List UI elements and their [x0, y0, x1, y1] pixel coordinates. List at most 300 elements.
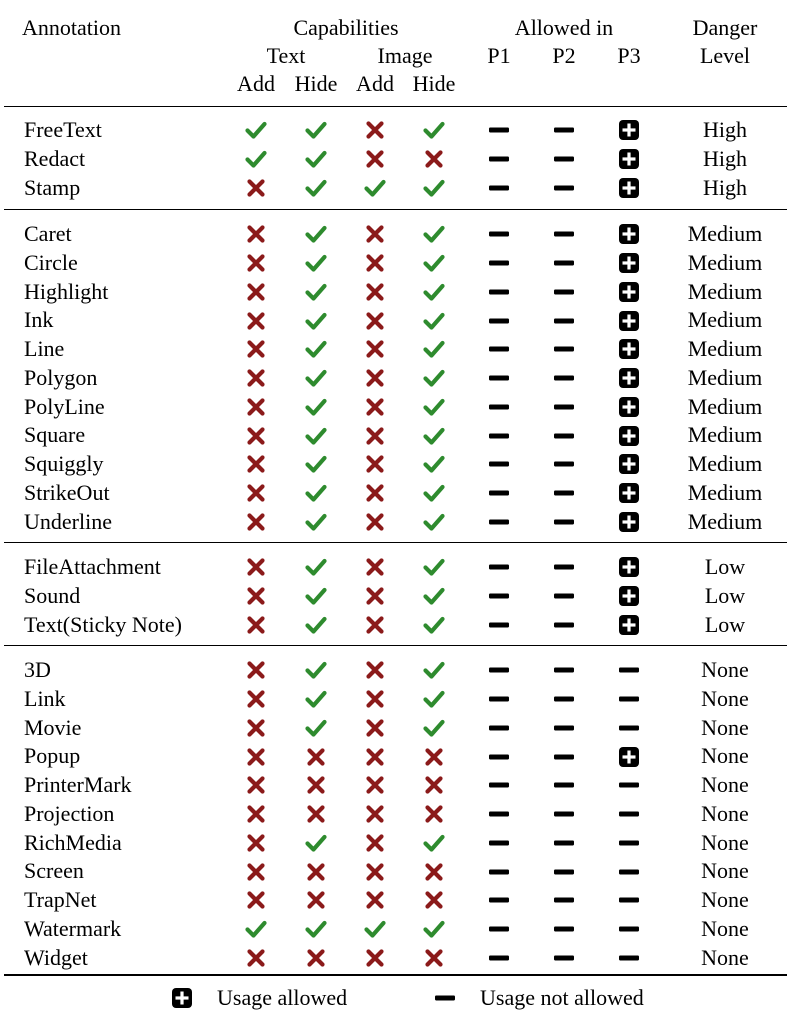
plus-box-icon: [618, 364, 640, 393]
danger-level: Medium: [687, 221, 763, 246]
check-icon: [305, 364, 327, 393]
cross-icon: [364, 306, 386, 335]
cross-icon: [245, 714, 267, 743]
minus-icon: [488, 220, 510, 249]
minus-icon: [488, 582, 510, 611]
cross-icon: [364, 450, 386, 479]
cross-icon: [245, 771, 267, 800]
minus-icon: [553, 116, 575, 145]
minus-icon: [488, 335, 510, 364]
legend-allowed: [171, 984, 347, 1012]
cross-icon: [364, 393, 386, 422]
plus-box-icon: [618, 174, 640, 203]
table-row: [0, 479, 791, 508]
minus-icon: [553, 656, 575, 685]
annotation-name: FileAttachment: [24, 554, 161, 579]
plus-box-icon: [618, 742, 640, 771]
table-row: [0, 944, 791, 973]
check-icon: [423, 915, 445, 944]
cross-icon: [364, 685, 386, 714]
minus-icon: [553, 714, 575, 743]
annotation-name: Ink: [24, 307, 54, 333]
danger-level: None: [701, 743, 749, 769]
annotation-name: Movie: [24, 714, 82, 740]
minus-icon: [488, 886, 510, 915]
cross-icon: [423, 800, 445, 829]
check-icon: [305, 915, 327, 944]
table-row: [0, 582, 791, 611]
annotation-name: Circle: [24, 249, 78, 275]
danger-level: None: [701, 944, 749, 970]
header-image: Image: [377, 43, 433, 68]
danger-level: Medium: [687, 393, 763, 419]
minus-icon: [553, 278, 575, 307]
cross-icon: [245, 742, 267, 771]
minus-icon: [553, 857, 575, 886]
annotation-name: Popup: [24, 743, 81, 769]
plus-box-icon: [618, 611, 640, 640]
cross-icon: [245, 479, 267, 508]
plus-box-icon: [171, 987, 193, 1009]
annotation-name: FreeText: [24, 117, 102, 142]
cross-icon: [245, 857, 267, 886]
minus-icon: [618, 656, 640, 685]
minus-icon: [553, 553, 575, 582]
minus-icon: [553, 421, 575, 450]
danger-level: Medium: [687, 278, 763, 304]
minus-icon: [488, 306, 510, 335]
minus-icon: [488, 364, 510, 393]
cross-icon: [245, 611, 267, 640]
annotation-name: Sound: [24, 582, 81, 608]
plus-box-icon: [618, 335, 640, 364]
plus-box-icon: [618, 479, 640, 508]
cross-icon: [364, 944, 386, 973]
minus-icon: [488, 714, 510, 743]
cross-icon: [364, 742, 386, 771]
cross-icon: [364, 857, 386, 886]
plus-box-icon: [618, 582, 640, 611]
table-row: [0, 915, 791, 944]
header-image-hide: Hide: [412, 71, 456, 96]
minus-icon: [488, 771, 510, 800]
danger-level: Medium: [687, 249, 763, 275]
table-row: [0, 306, 791, 335]
cross-icon: [305, 944, 327, 973]
minus-icon: [553, 220, 575, 249]
cross-icon: [364, 220, 386, 249]
cross-icon: [245, 656, 267, 685]
header-p3: P3: [617, 43, 641, 68]
cross-icon: [364, 145, 386, 174]
check-icon: [423, 685, 445, 714]
minus-icon: [488, 278, 510, 307]
minus-icon: [618, 886, 640, 915]
cross-icon: [245, 278, 267, 307]
header-allowed-in: Allowed in: [514, 15, 614, 40]
minus-icon: [553, 685, 575, 714]
minus-icon: [553, 479, 575, 508]
check-icon: [305, 479, 327, 508]
annotation-name: Line: [24, 336, 65, 361]
minus-icon: [618, 915, 640, 944]
cross-icon: [305, 886, 327, 915]
rule-header: [4, 106, 787, 107]
plus-box-icon: [618, 145, 640, 174]
rule-bottom: [4, 974, 787, 976]
table-row: [0, 278, 791, 307]
danger-level: None: [701, 772, 749, 797]
header-danger: Danger: [692, 15, 758, 40]
check-icon: [305, 421, 327, 450]
annotation-name: Squiggly: [24, 451, 104, 476]
cross-icon: [364, 714, 386, 743]
check-icon: [423, 174, 445, 203]
cross-icon: [364, 479, 386, 508]
danger-level: High: [703, 145, 747, 171]
rule-group-separator: [4, 645, 787, 646]
table-row: [0, 421, 791, 450]
cross-icon: [364, 508, 386, 537]
cross-icon: [245, 174, 267, 203]
minus-icon: [488, 685, 510, 714]
check-icon: [423, 656, 445, 685]
danger-level: Medium: [687, 364, 763, 390]
cross-icon: [245, 944, 267, 973]
table-row: [0, 220, 791, 249]
check-icon: [423, 249, 445, 278]
check-icon: [305, 306, 327, 335]
check-icon: [423, 508, 445, 537]
check-icon: [305, 174, 327, 203]
minus-icon: [488, 656, 510, 685]
cross-icon: [364, 656, 386, 685]
cross-icon: [305, 800, 327, 829]
check-icon: [245, 116, 267, 145]
table-row: [0, 335, 791, 364]
legend-not-allowed-label: Usage not allowed: [480, 985, 644, 1010]
danger-level: Medium: [687, 508, 763, 534]
check-icon: [305, 829, 327, 858]
cross-icon: [364, 800, 386, 829]
check-icon: [305, 393, 327, 422]
minus-icon: [488, 553, 510, 582]
minus-icon: [553, 249, 575, 278]
minus-icon: [553, 364, 575, 393]
cross-icon: [245, 249, 267, 278]
cross-icon: [364, 249, 386, 278]
check-icon: [245, 145, 267, 174]
cross-icon: [423, 742, 445, 771]
minus-icon: [488, 174, 510, 203]
cross-icon: [364, 611, 386, 640]
cross-icon: [245, 685, 267, 714]
plus-box-icon: [618, 116, 640, 145]
annotation-name: StrikeOut: [24, 479, 110, 505]
danger-level: High: [703, 174, 747, 200]
danger-level: Medium: [687, 451, 763, 476]
annotation-name: Link: [24, 685, 66, 711]
minus-icon: [488, 116, 510, 145]
danger-level: None: [701, 829, 749, 855]
minus-icon: [618, 857, 640, 886]
minus-icon: [553, 742, 575, 771]
legend-not-allowed: [434, 984, 644, 1012]
cross-icon: [305, 742, 327, 771]
minus-icon: [488, 800, 510, 829]
cross-icon: [423, 944, 445, 973]
plus-box-icon: [618, 278, 640, 307]
annotation-name: Text(Sticky Note): [24, 611, 182, 637]
cross-icon: [423, 857, 445, 886]
check-icon: [305, 116, 327, 145]
cross-icon: [364, 829, 386, 858]
cross-icon: [245, 306, 267, 335]
annotation-name: TrapNet: [24, 887, 97, 912]
table-row: [0, 508, 791, 537]
check-icon: [305, 278, 327, 307]
minus-icon: [553, 582, 575, 611]
cross-icon: [245, 450, 267, 479]
check-icon: [364, 174, 386, 203]
check-icon: [305, 508, 327, 537]
table-row: [0, 857, 791, 886]
danger-level: Medium: [687, 336, 763, 361]
check-icon: [423, 582, 445, 611]
danger-level: Medium: [687, 307, 763, 333]
table-row: [0, 393, 791, 422]
plus-box-icon: [618, 249, 640, 278]
danger-level: None: [701, 714, 749, 740]
minus-icon: [488, 944, 510, 973]
check-icon: [305, 249, 327, 278]
danger-level: Low: [704, 554, 746, 579]
check-icon: [423, 714, 445, 743]
plus-box-icon: [618, 450, 640, 479]
table-row: [0, 829, 791, 858]
annotation-name: Watermark: [24, 915, 122, 941]
danger-level: None: [701, 800, 749, 826]
minus-icon: [553, 306, 575, 335]
table-row: [0, 249, 791, 278]
minus-icon: [488, 742, 510, 771]
header-text-hide: Hide: [294, 71, 338, 96]
cross-icon: [305, 857, 327, 886]
cross-icon: [245, 364, 267, 393]
minus-icon: [488, 829, 510, 858]
table-row: [0, 174, 791, 203]
minus-icon: [553, 800, 575, 829]
cross-icon: [364, 335, 386, 364]
header-annotation: Annotation: [22, 15, 121, 40]
cross-icon: [245, 553, 267, 582]
danger-level: None: [701, 858, 749, 884]
check-icon: [423, 364, 445, 393]
table-row: [0, 145, 791, 174]
check-icon: [423, 220, 445, 249]
cross-icon: [245, 829, 267, 858]
minus-icon: [553, 335, 575, 364]
header-text-add: Add: [237, 71, 275, 96]
annotation-name: Redact: [24, 145, 86, 171]
check-icon: [305, 611, 327, 640]
plus-box-icon: [618, 220, 640, 249]
minus-icon: [553, 944, 575, 973]
danger-level: None: [701, 657, 749, 682]
check-icon: [423, 829, 445, 858]
table-row: [0, 800, 791, 829]
minus-icon: [618, 685, 640, 714]
check-icon: [245, 915, 267, 944]
check-icon: [423, 611, 445, 640]
minus-icon: [553, 450, 575, 479]
table-row: [0, 714, 791, 743]
minus-icon: [618, 944, 640, 973]
check-icon: [423, 479, 445, 508]
table-row: [0, 656, 791, 685]
check-icon: [305, 714, 327, 743]
header-level: Level: [699, 43, 751, 68]
check-icon: [305, 553, 327, 582]
minus-icon: [553, 393, 575, 422]
minus-icon: [553, 771, 575, 800]
annotation-name: Projection: [24, 800, 115, 826]
minus-icon: [618, 771, 640, 800]
annotation-name: PolyLine: [24, 393, 105, 419]
table-row: [0, 116, 791, 145]
minus-icon: [488, 508, 510, 537]
cross-icon: [364, 886, 386, 915]
minus-icon: [488, 479, 510, 508]
minus-icon: [488, 145, 510, 174]
danger-level: Low: [704, 582, 746, 608]
cross-icon: [305, 771, 327, 800]
minus-icon: [553, 886, 575, 915]
header-image-add: Add: [356, 71, 394, 96]
cross-icon: [364, 553, 386, 582]
check-icon: [305, 220, 327, 249]
check-icon: [305, 582, 327, 611]
minus-icon: [553, 611, 575, 640]
check-icon: [423, 306, 445, 335]
danger-level: None: [701, 915, 749, 941]
rule-group-separator: [4, 542, 787, 543]
annotation-name: Widget: [24, 944, 88, 970]
annotation-name: 3D: [24, 657, 51, 682]
cross-icon: [364, 278, 386, 307]
table-row: [0, 771, 791, 800]
cross-icon: [245, 393, 267, 422]
cross-icon: [364, 364, 386, 393]
annotation-name: Underline: [24, 508, 112, 534]
plus-box-icon: [618, 421, 640, 450]
minus-icon: [618, 829, 640, 858]
minus-icon: [553, 508, 575, 537]
table-row: [0, 742, 791, 771]
plus-box-icon: [618, 508, 640, 537]
cross-icon: [245, 800, 267, 829]
annotation-name: Polygon: [24, 364, 98, 390]
cross-icon: [423, 145, 445, 174]
table-row: [0, 886, 791, 915]
minus-icon: [488, 450, 510, 479]
cross-icon: [423, 886, 445, 915]
danger-level: Low: [704, 611, 746, 637]
check-icon: [305, 145, 327, 174]
cross-icon: [245, 508, 267, 537]
minus-icon: [553, 174, 575, 203]
danger-level: High: [703, 117, 747, 142]
minus-icon: [553, 915, 575, 944]
minus-icon: [488, 611, 510, 640]
annotation-name: RichMedia: [24, 829, 122, 855]
cross-icon: [364, 582, 386, 611]
header-text: Text: [266, 43, 306, 68]
danger-level: None: [701, 887, 749, 912]
check-icon: [423, 393, 445, 422]
minus-icon: [553, 829, 575, 858]
cross-icon: [364, 421, 386, 450]
cross-icon: [423, 771, 445, 800]
annotation-name: Square: [24, 422, 86, 448]
minus-icon: [618, 800, 640, 829]
check-icon: [423, 450, 445, 479]
annotation-name: Stamp: [24, 174, 81, 200]
plus-box-icon: [618, 306, 640, 335]
cross-icon: [245, 335, 267, 364]
danger-level: Medium: [687, 479, 763, 505]
header-p1: P1: [487, 43, 511, 68]
check-icon: [423, 278, 445, 307]
minus-icon: [488, 249, 510, 278]
table-row: [0, 611, 791, 640]
annotation-name: Caret: [24, 221, 72, 246]
table-row: [0, 364, 791, 393]
plus-box-icon: [618, 553, 640, 582]
table-row: [0, 553, 791, 582]
cross-icon: [245, 220, 267, 249]
cross-icon: [245, 886, 267, 915]
minus-icon: [488, 857, 510, 886]
cross-icon: [364, 771, 386, 800]
check-icon: [423, 116, 445, 145]
annotation-name: Screen: [24, 858, 84, 884]
check-icon: [305, 656, 327, 685]
annotation-name: Highlight: [24, 278, 109, 304]
cross-icon: [245, 421, 267, 450]
minus-icon: [488, 393, 510, 422]
check-icon: [305, 335, 327, 364]
minus-icon: [618, 714, 640, 743]
check-icon: [305, 450, 327, 479]
minus-icon: [488, 421, 510, 450]
danger-level: None: [701, 685, 749, 711]
cross-icon: [245, 582, 267, 611]
minus-icon: [553, 145, 575, 174]
legend-allowed-label: Usage allowed: [217, 985, 348, 1010]
rule-group-separator: [4, 209, 787, 210]
danger-level: Medium: [687, 422, 763, 448]
check-icon: [423, 421, 445, 450]
check-icon: [305, 685, 327, 714]
plus-box-icon: [618, 393, 640, 422]
annotation-name: PrinterMark: [24, 772, 132, 797]
table-row: [0, 685, 791, 714]
table-row: [0, 450, 791, 479]
header-capabilities: Capabilities: [293, 15, 399, 40]
header-p2: P2: [552, 43, 576, 68]
minus-icon: [434, 987, 456, 1009]
